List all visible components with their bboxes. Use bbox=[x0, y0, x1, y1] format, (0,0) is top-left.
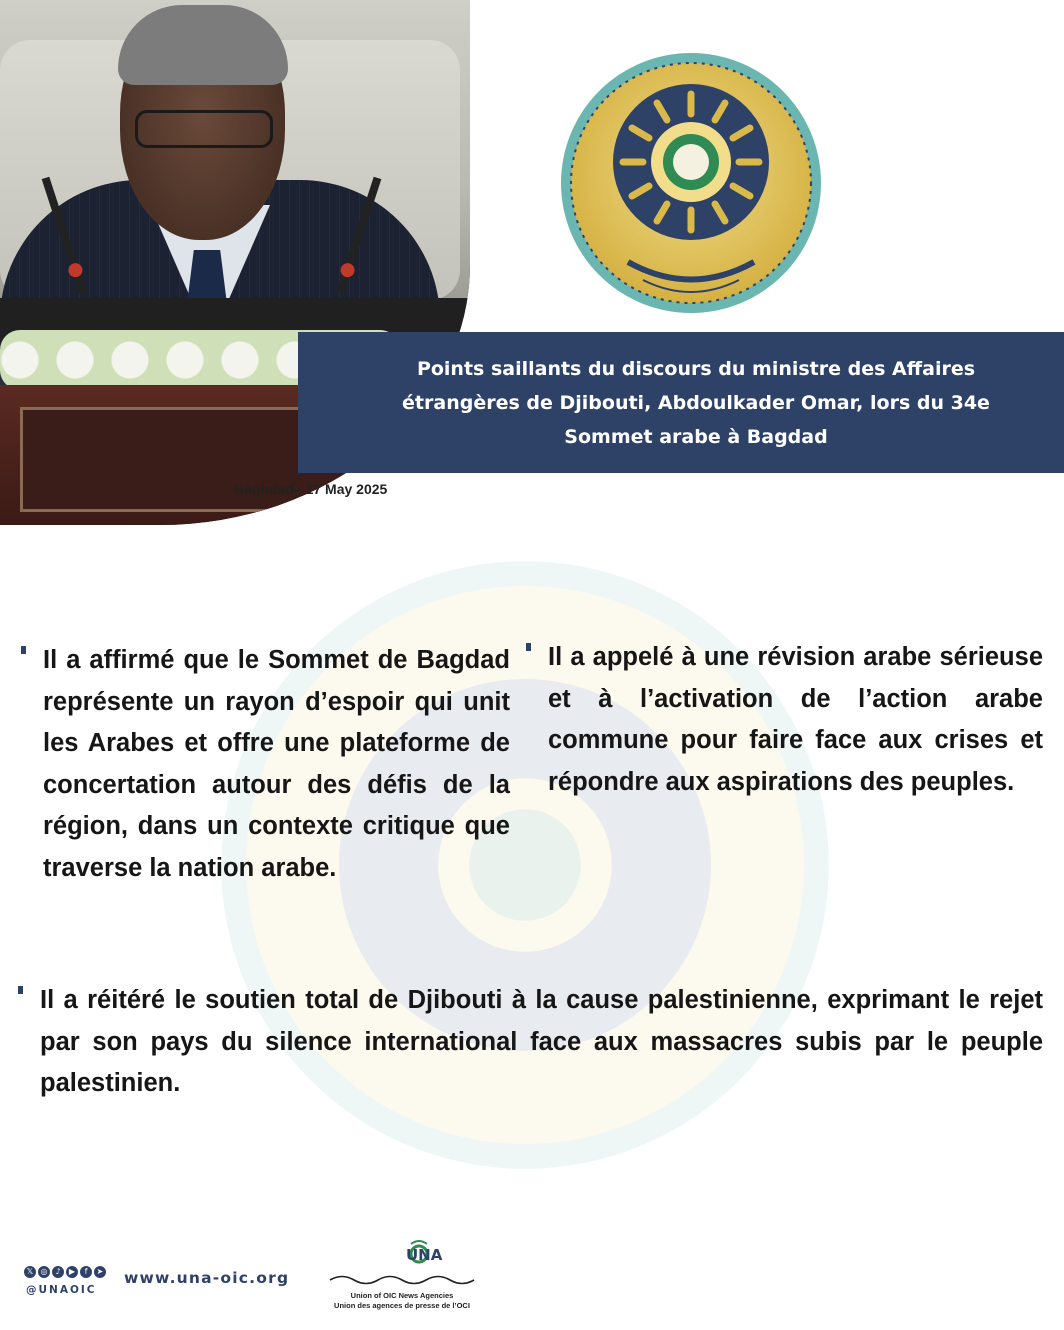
x-icon[interactable]: 𝕏 bbox=[24, 1266, 36, 1278]
title-banner bbox=[298, 332, 1064, 473]
bullet-point bbox=[40, 980, 1043, 1105]
bullet-text: Il a appelé à une révision arabe sérieuse et à l’activation de l’action arabe commune pour faire face aux crises et répondre aux aspirations des peuples. bbox=[548, 643, 1043, 796]
page-title: Points saillants du discours du ministre des Affaires étrangères de Djibouti, Abdoulkader Omar, lors du 34e Sommet arabe à Bagdad bbox=[402, 357, 990, 448]
bullet-marker bbox=[18, 986, 23, 994]
una-logo bbox=[322, 1238, 482, 1316]
una-arabic-name bbox=[322, 1271, 482, 1285]
arab-summit-logo bbox=[558, 52, 824, 314]
una-logo-text: UNA bbox=[406, 1246, 443, 1264]
social-handle[interactable]: @UNAOIC bbox=[26, 1284, 97, 1296]
bullet-marker bbox=[526, 643, 531, 651]
telegram-icon[interactable]: ➤ bbox=[94, 1266, 106, 1278]
bullet-text: Il a affirmé que le Sommet de Bagdad représente un rayon d’espoir qui unit les Arabes et offre une plateforme de concertation autour des défis de la région, dans un contexte critique que traverse la nation arabe. bbox=[43, 646, 510, 882]
una-name-french: Union des agences de presse de l’OCI bbox=[334, 1301, 470, 1310]
tiktok-icon[interactable]: ♪ bbox=[52, 1266, 64, 1278]
instagram-icon[interactable]: ◎ bbox=[38, 1266, 50, 1278]
facebook-icon[interactable]: f bbox=[80, 1266, 92, 1278]
una-name-english: Union of OIC News Agencies bbox=[350, 1291, 454, 1300]
website-link[interactable]: www.una-oic.org bbox=[124, 1269, 290, 1287]
bullet-point bbox=[548, 637, 1043, 803]
bullet-marker bbox=[21, 646, 26, 654]
bullet-point bbox=[43, 640, 510, 889]
social-icons bbox=[24, 1266, 106, 1278]
youtube-icon[interactable]: ▶ bbox=[66, 1266, 78, 1278]
dateline: Baghdad– 17 May 2025 bbox=[234, 481, 388, 497]
bullet-text: Il a réitéré le soutien total de Djibouti à la cause palestinienne, exprimant le rejet par son pays du silence international face aux massacres subis par le peuple palestinien. bbox=[40, 986, 1043, 1097]
